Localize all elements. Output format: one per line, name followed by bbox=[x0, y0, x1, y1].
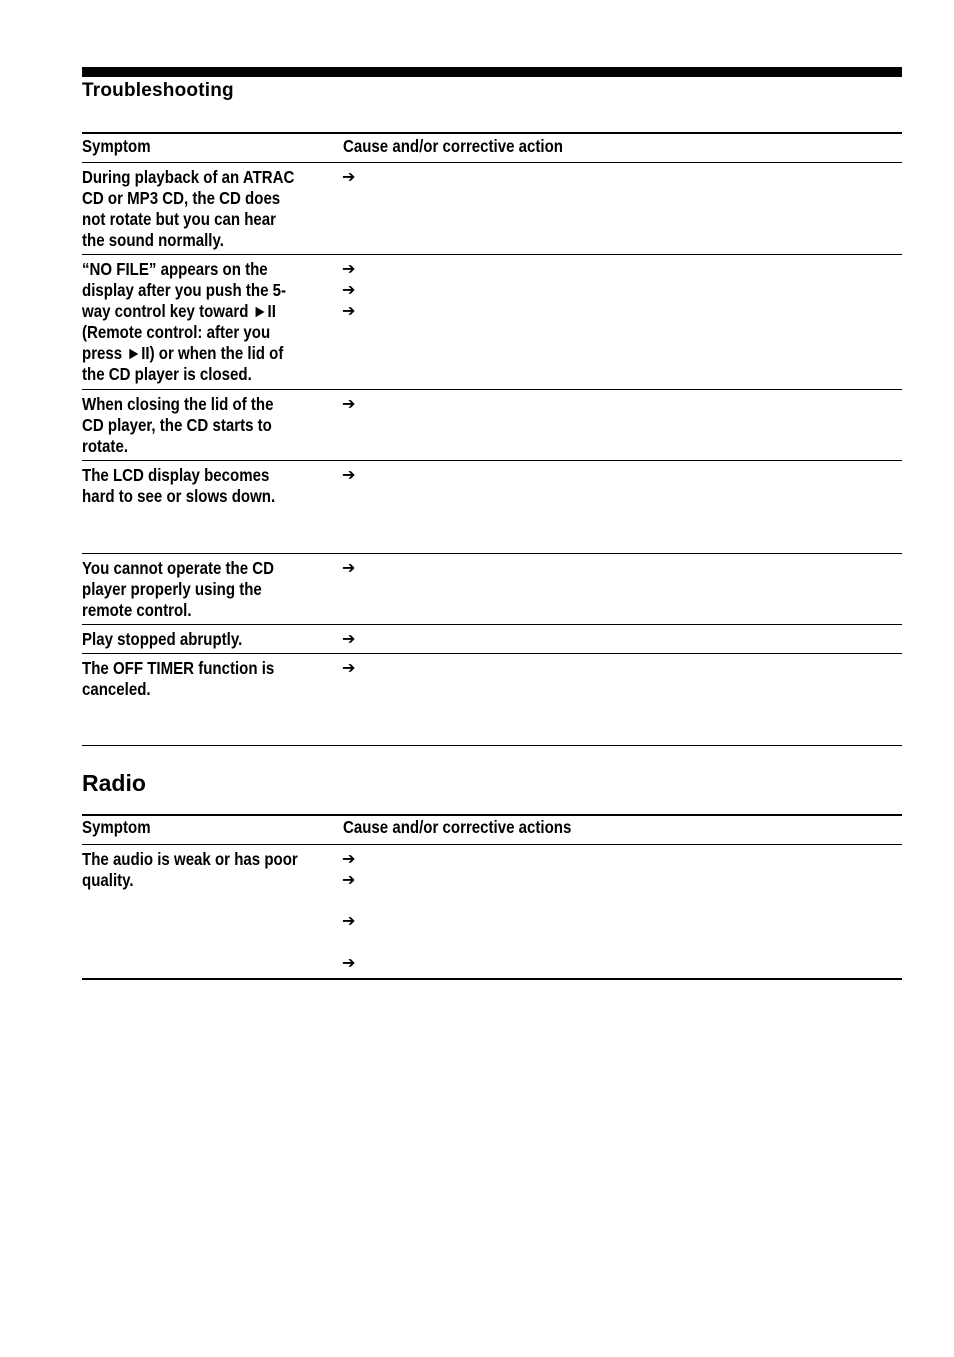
table-bottom-rule bbox=[82, 978, 902, 980]
arrow-icon: ➔ bbox=[342, 394, 356, 413]
symptom-cell: The OFF TIMER function is canceled. bbox=[82, 658, 275, 699]
symptom-cell: Play stopped abruptly. bbox=[82, 629, 243, 649]
row-divider bbox=[82, 624, 902, 625]
symptom-cell: When closing the lid of the CD player, the CD starts to rotate. bbox=[82, 394, 274, 456]
arrow-icon: ➔ bbox=[342, 301, 356, 320]
top-rule-bar bbox=[82, 67, 902, 77]
column-header-symptom: Symptom bbox=[82, 817, 151, 837]
header-rule bbox=[82, 162, 902, 163]
arrow-icon: ➔ bbox=[342, 280, 356, 299]
row-divider bbox=[82, 254, 902, 255]
row-divider bbox=[82, 389, 902, 390]
table-bottom-rule bbox=[82, 745, 902, 746]
arrow-icon: ➔ bbox=[342, 629, 356, 648]
arrow-icon: ➔ bbox=[342, 953, 356, 972]
symptom-cell: The LCD display becomes hard to see or slows down. bbox=[82, 465, 276, 506]
row-divider bbox=[82, 553, 902, 554]
arrow-icon: ➔ bbox=[342, 911, 356, 930]
section-title: Troubleshooting bbox=[82, 80, 234, 101]
arrow-icon: ➔ bbox=[342, 870, 356, 889]
arrow-icon: ➔ bbox=[342, 558, 356, 577]
header-rule bbox=[82, 844, 902, 845]
arrow-icon: ➔ bbox=[342, 849, 356, 868]
row-divider bbox=[82, 460, 902, 461]
column-header-symptom: Symptom bbox=[82, 136, 151, 156]
row-divider bbox=[82, 653, 902, 654]
column-header-cause: Cause and/or corrective actions bbox=[343, 817, 572, 837]
arrow-icon: ➔ bbox=[342, 465, 356, 484]
arrow-icon: ➔ bbox=[342, 167, 356, 186]
table-top-rule bbox=[82, 132, 902, 134]
column-header-cause: Cause and/or corrective action bbox=[343, 136, 563, 156]
symptom-cell: During playback of an ATRAC CD or MP3 CD, the CD does not rotate but you can hear the sound normally. bbox=[82, 167, 295, 250]
symptom-cell: The audio is weak or has poor quality. bbox=[82, 849, 298, 890]
table-top-rule bbox=[82, 814, 902, 816]
symptom-cell: “NO FILE” appears on the display after you push the 5- way control key toward ►II (Remote control: after you press ►II) or when the lid of the CD player is closed. bbox=[82, 259, 287, 384]
arrow-icon: ➔ bbox=[342, 658, 356, 677]
radio-section-title: Radio bbox=[82, 770, 146, 796]
symptom-cell: You cannot operate the CD player properly using the remote control. bbox=[82, 558, 275, 620]
arrow-icon: ➔ bbox=[342, 259, 356, 278]
